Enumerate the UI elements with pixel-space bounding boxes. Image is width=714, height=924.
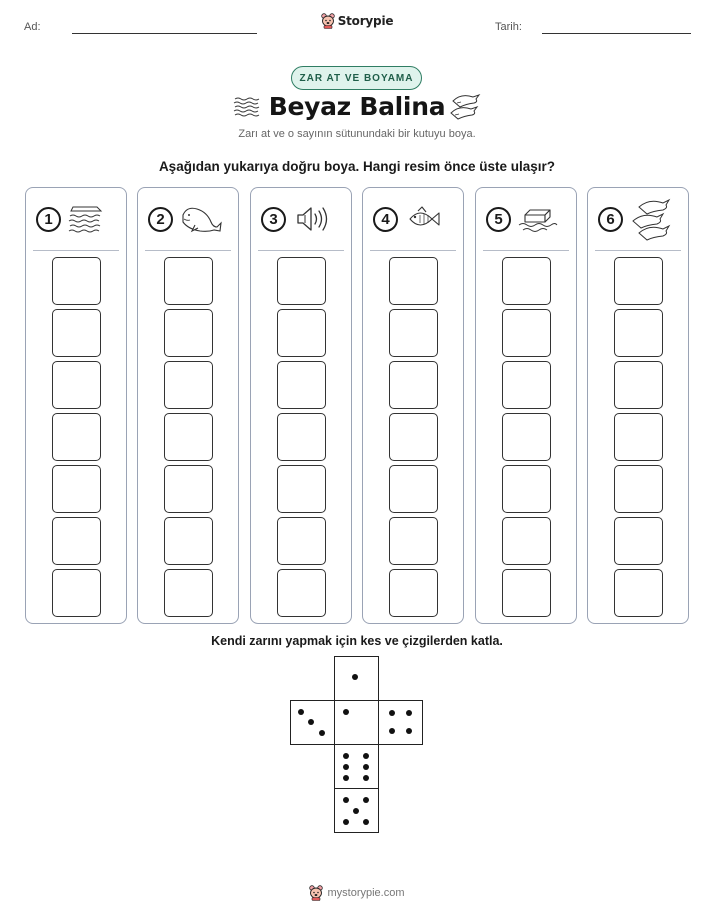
- color-box[interactable]: [502, 257, 551, 305]
- pip: [389, 710, 395, 716]
- column-divider: [483, 250, 569, 251]
- color-box[interactable]: [502, 361, 551, 409]
- brand-logo: [0, 13, 714, 29]
- column-number: 5: [486, 207, 511, 232]
- page-title: Beyaz Balina: [268, 92, 446, 121]
- color-box[interactable]: [52, 465, 101, 513]
- column-1: [25, 187, 127, 624]
- color-box[interactable]: [614, 517, 663, 565]
- color-box[interactable]: [277, 309, 326, 357]
- color-box[interactable]: [164, 569, 213, 617]
- date-label: Tarih:: [495, 21, 522, 33]
- color-box[interactable]: [502, 309, 551, 357]
- color-box[interactable]: [614, 413, 663, 461]
- color-box[interactable]: [164, 465, 213, 513]
- color-box[interactable]: [614, 361, 663, 409]
- color-box[interactable]: [502, 413, 551, 461]
- color-box[interactable]: [389, 569, 438, 617]
- color-box[interactable]: [277, 465, 326, 513]
- column-6: [587, 187, 689, 624]
- color-box[interactable]: [389, 309, 438, 357]
- beluga-whale-icon: [179, 203, 223, 235]
- pip: [298, 709, 304, 715]
- column-divider: [595, 250, 681, 251]
- pip: [343, 819, 349, 825]
- name-label: Ad:: [24, 21, 41, 33]
- pip: [319, 730, 325, 736]
- column-2: [137, 187, 239, 624]
- color-box[interactable]: [164, 309, 213, 357]
- dice-face-4: [378, 700, 423, 745]
- instruction: Aşağıdan yukarıya doğru boya. Hangi resim önce üste ulaşır?: [158, 159, 556, 174]
- dice-face-1-center: [334, 700, 379, 745]
- pip: [353, 808, 359, 814]
- column-number: 2: [148, 207, 173, 232]
- dice-face-6: [334, 744, 379, 789]
- color-box[interactable]: [389, 413, 438, 461]
- column-4: [362, 187, 464, 624]
- pip: [363, 764, 369, 770]
- pip: [343, 797, 349, 803]
- dolphins-icon: [629, 197, 673, 241]
- color-box[interactable]: [277, 517, 326, 565]
- color-box[interactable]: [52, 309, 101, 357]
- color-box[interactable]: [164, 517, 213, 565]
- color-box[interactable]: [164, 361, 213, 409]
- pip: [363, 797, 369, 803]
- pip: [343, 753, 349, 759]
- color-box[interactable]: [502, 517, 551, 565]
- color-box[interactable]: [389, 465, 438, 513]
- column-divider: [370, 250, 456, 251]
- subtitle: Zarı at ve o sayının sütunundaki bir kutuyu boya.: [238, 128, 476, 140]
- bear-mascot-icon: [309, 885, 323, 901]
- color-box[interactable]: [389, 361, 438, 409]
- brand-name: Storypie: [337, 14, 394, 28]
- color-box[interactable]: [614, 465, 663, 513]
- pip: [363, 775, 369, 781]
- pip: [406, 728, 412, 734]
- pip: [308, 719, 314, 725]
- date-line[interactable]: [542, 33, 691, 34]
- color-box[interactable]: [164, 413, 213, 461]
- color-box[interactable]: [277, 413, 326, 461]
- footer: [0, 885, 714, 901]
- color-box[interactable]: [502, 465, 551, 513]
- dice-face-3: [290, 700, 335, 745]
- ice-floe-icon: [517, 203, 559, 235]
- column-number: 4: [373, 207, 398, 232]
- sound-speaker-icon: [292, 203, 332, 235]
- color-box[interactable]: [389, 517, 438, 565]
- color-box[interactable]: [614, 569, 663, 617]
- column-5: [475, 187, 577, 624]
- name-line[interactable]: [72, 33, 257, 34]
- color-box[interactable]: [389, 257, 438, 305]
- pip: [363, 753, 369, 759]
- dolphins-icon: [449, 91, 483, 123]
- column-number: 6: [598, 207, 623, 232]
- footer-url[interactable]: mystorypie.com: [327, 887, 405, 899]
- pip: [352, 674, 358, 680]
- activity-badge: ZAR AT VE BOYAMA: [291, 66, 422, 90]
- ocean-waves-icon: [67, 203, 107, 235]
- column-3: [250, 187, 352, 624]
- color-box[interactable]: [52, 569, 101, 617]
- column-number: 1: [36, 207, 61, 232]
- pip: [343, 709, 349, 715]
- column-number: 3: [261, 207, 286, 232]
- color-box[interactable]: [277, 361, 326, 409]
- color-box[interactable]: [52, 257, 101, 305]
- pip: [363, 819, 369, 825]
- color-box[interactable]: [277, 257, 326, 305]
- dice-face-5: [334, 788, 379, 833]
- color-box[interactable]: [52, 361, 101, 409]
- color-box[interactable]: [52, 413, 101, 461]
- pip: [343, 775, 349, 781]
- color-box[interactable]: [277, 569, 326, 617]
- column-divider: [145, 250, 231, 251]
- fish-icon: [404, 203, 444, 235]
- column-divider: [33, 250, 119, 251]
- dice-face-1: [334, 656, 379, 701]
- color-box[interactable]: [52, 517, 101, 565]
- pip: [406, 710, 412, 716]
- bear-mascot-icon: [321, 13, 335, 29]
- fold-instruction: Kendi zarını yapmak için kes ve çizgilerden katla.: [211, 634, 503, 648]
- pip: [389, 728, 395, 734]
- color-box[interactable]: [502, 569, 551, 617]
- column-divider: [258, 250, 344, 251]
- color-box[interactable]: [614, 309, 663, 357]
- color-box[interactable]: [614, 257, 663, 305]
- pip: [343, 764, 349, 770]
- color-box[interactable]: [164, 257, 213, 305]
